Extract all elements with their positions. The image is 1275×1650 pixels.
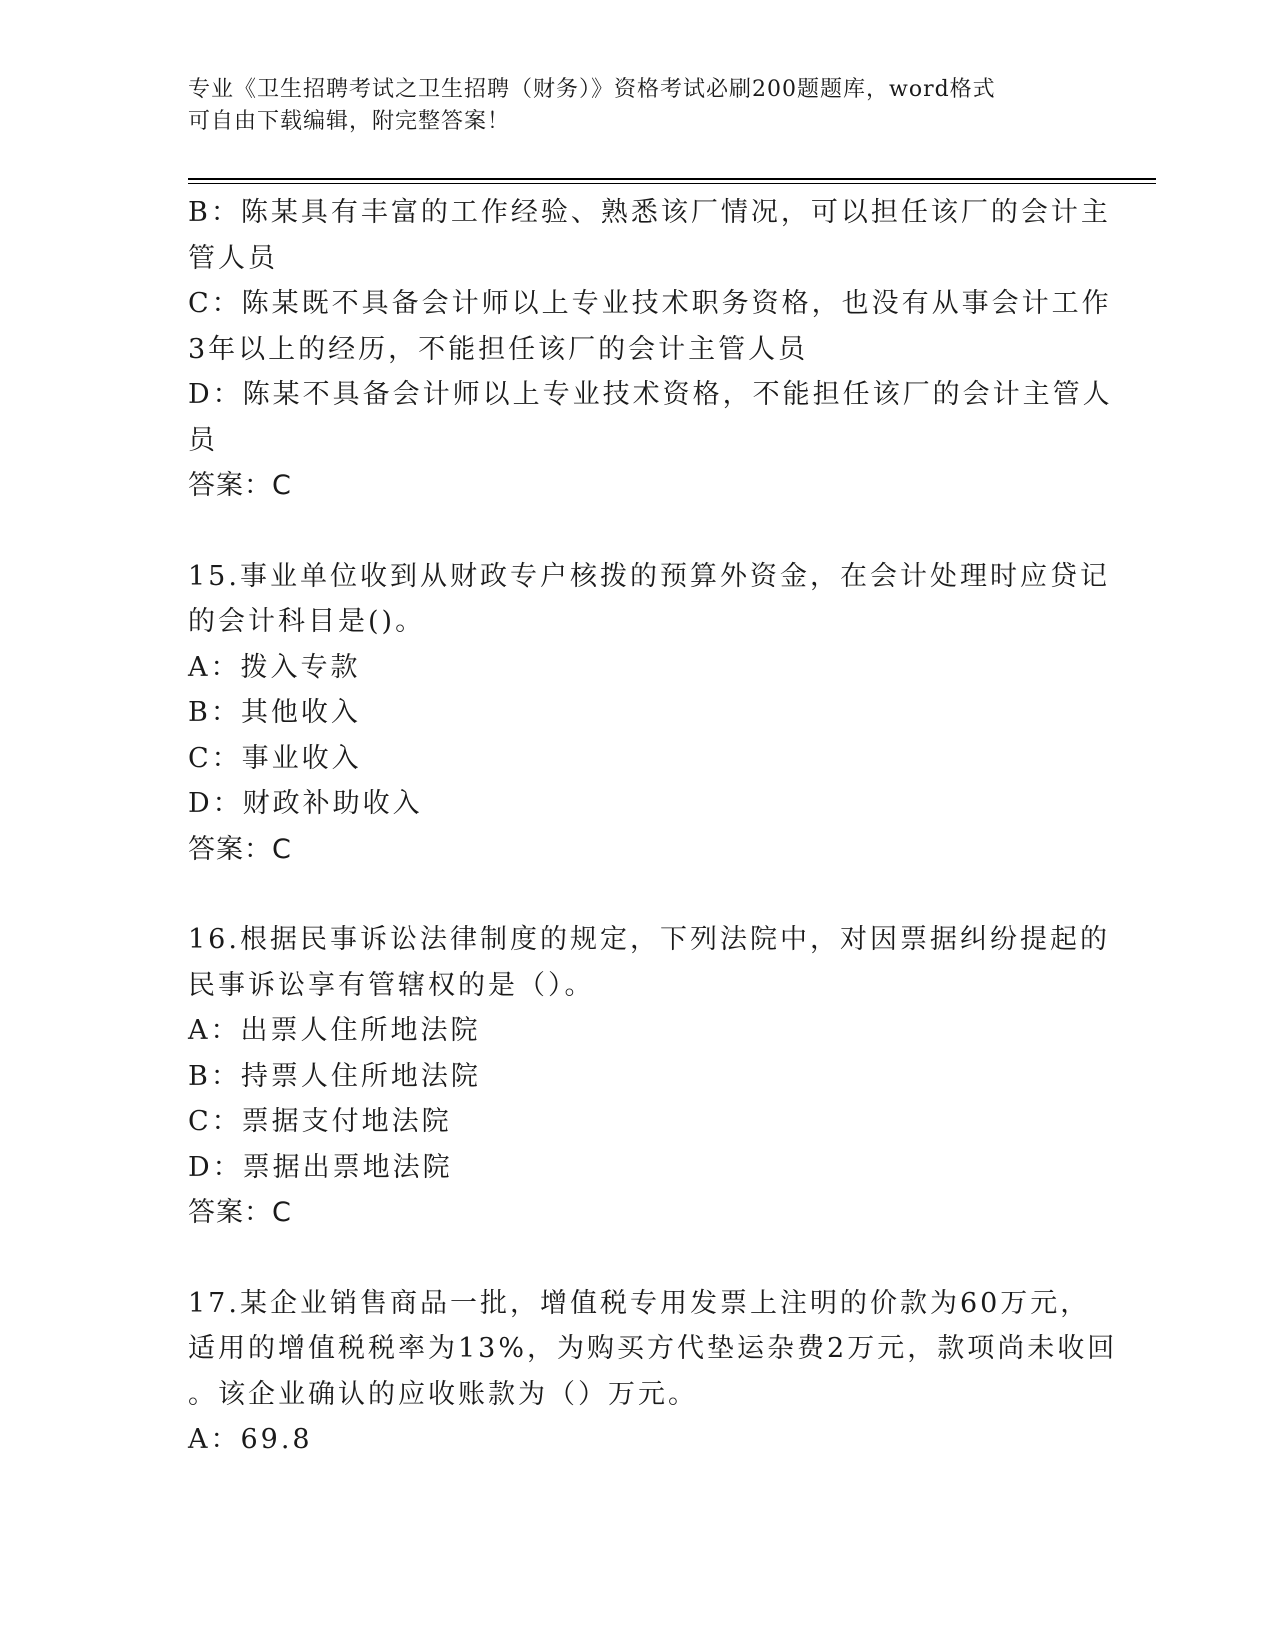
option-a: A：拨入专款 bbox=[188, 651, 361, 683]
option-c: C：票据支付地法院 bbox=[188, 1106, 452, 1137]
answer: 答案：C bbox=[188, 470, 292, 501]
question-stem-continued: 民事诉讼享有管辖权的是（）。 bbox=[188, 969, 595, 1001]
option-a: A：出票人住所地法院 bbox=[188, 1015, 481, 1046]
header-divider-thick bbox=[188, 178, 1156, 180]
question-16 bbox=[188, 917, 1110, 1236]
question-17 bbox=[188, 1281, 1118, 1463]
question-15 bbox=[188, 554, 1110, 873]
question-stem-continued: 适用的增值税税率为13%，为购买方代垫运杂费2万元，款项尚未收回 bbox=[188, 1333, 1118, 1364]
option-d: D：陈某不具备会计师以上专业技术资格，不能担任该厂的会计主管人 bbox=[188, 379, 1113, 410]
option-a: A：69.8 bbox=[188, 1424, 313, 1455]
spacer bbox=[188, 509, 1088, 554]
answer: 答案：C bbox=[188, 1197, 292, 1228]
spacer bbox=[188, 1236, 1088, 1281]
header-divider-thin bbox=[188, 183, 1156, 184]
document-body bbox=[188, 190, 1118, 1463]
question-14-continued bbox=[188, 190, 1113, 509]
question-stem-continued: 的会计科目是()。 bbox=[188, 606, 426, 637]
option-c-continued: 3年以上的经历，不能担任该厂的会计主管人员 bbox=[188, 333, 809, 365]
header-line-1: 专业《卫生招聘考试之卫生招聘（财务）》资格考试必刷200题题库，word格式 bbox=[188, 77, 996, 102]
option-d-continued: 员 bbox=[188, 424, 218, 456]
question-stem-continued: 。该企业确认的应收账款为（）万元。 bbox=[188, 1378, 698, 1410]
header-line-2: 可自由下载编辑，附完整答案！ bbox=[188, 109, 511, 134]
option-b-continued: 管人员 bbox=[188, 242, 278, 274]
option-c: C：事业收入 bbox=[188, 742, 362, 774]
option-b: B：其他收入 bbox=[188, 697, 361, 728]
option-d: D：财政补助收入 bbox=[188, 788, 423, 819]
option-d: D：票据出票地法院 bbox=[188, 1151, 453, 1183]
option-c: C：陈某既不具备会计师以上专业技术职务资格，也没有从事会计工作 bbox=[188, 288, 1112, 319]
option-b: B：持票人住所地法院 bbox=[188, 1060, 481, 1092]
document-header bbox=[188, 74, 1068, 138]
question-stem: 15.事业单位收到从财政专户核拨的预算外资金，在会计处理时应贷记 bbox=[188, 560, 1110, 592]
question-stem: 16.根据民事诉讼法律制度的规定，下列法院中，对因票据纠纷提起的 bbox=[188, 924, 1110, 955]
question-stem: 17.某企业销售商品一批，增值税专用发票上注明的价款为60万元， bbox=[188, 1287, 1091, 1319]
option-b: B：陈某具有丰富的工作经验、熟悉该厂情况，可以担任该厂的会计主 bbox=[188, 197, 1111, 228]
answer: 答案：C bbox=[188, 833, 292, 865]
spacer bbox=[188, 872, 1088, 917]
